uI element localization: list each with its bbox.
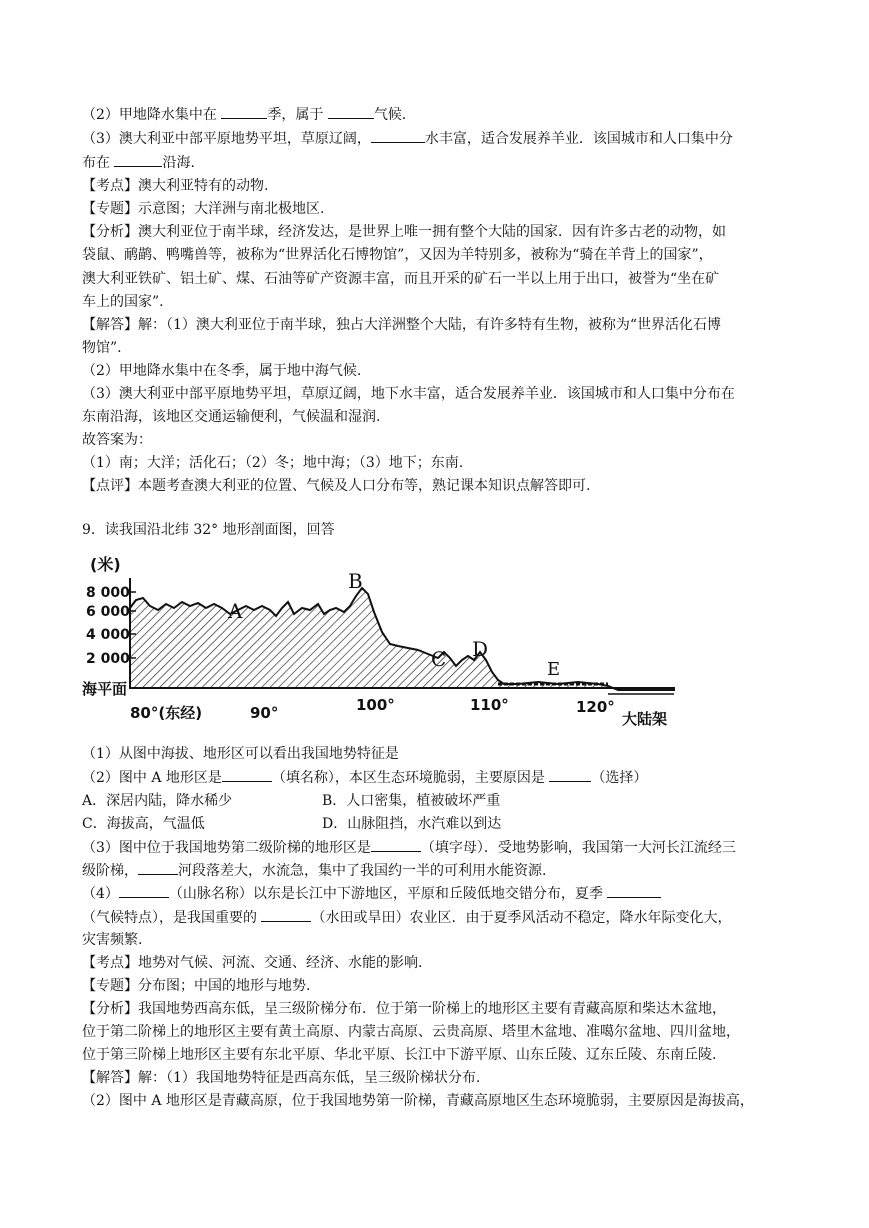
answer-blank — [607, 883, 661, 898]
text: 级阶梯， — [82, 863, 138, 879]
dianping-line: 【点评】本题考查澳大利亚的位置、气候及人口分布等，熟记课本知识点解答即可. — [82, 478, 591, 494]
sea-level-label: 海平面 — [82, 680, 128, 698]
question-line — [82, 128, 802, 149]
shelf-label: 大陆架 — [622, 710, 668, 728]
jieda-line: 物馆”. — [82, 340, 122, 356]
jieda-line: （2）图中 A 地形区是青藏高原，位于我国地势第一阶梯，青藏高原地区生态环境脆弱，主要原因是海拔高， — [82, 1093, 754, 1109]
y-tick-label: 6 000 — [86, 604, 130, 620]
text: （3）图中位于我国地势第二级阶梯的地形区是 — [82, 840, 371, 856]
answer-blank — [549, 767, 591, 782]
y-tick-label: 2 000 — [86, 651, 130, 667]
fenxi-line: 【分析】我国地势西高东低，呈三级阶梯分布．位于第一阶梯上的地形区主要有青藏高原和柴达木盆地， — [82, 1001, 726, 1017]
x-tick-label: 80°(东经) — [130, 704, 203, 722]
kaodian-line: 【考点】澳大利亚特有的动物. — [82, 178, 269, 194]
option-b: B．人口密集，植被破坏严重 — [322, 793, 501, 809]
question-line — [82, 767, 802, 788]
zhuanti-line: 【专题】示意图；大洋洲与南北极地区. — [82, 201, 325, 217]
y-tick-label: 8 000 — [86, 585, 130, 601]
question-line — [82, 152, 802, 173]
jieda-line: （2）甲地降水集中在冬季，属于地中海气候. — [82, 363, 362, 379]
answer-intro: 故答案为： — [82, 432, 152, 448]
region-label-a: A — [228, 599, 243, 623]
x-tick-label: 100° — [356, 696, 395, 714]
question-line — [82, 860, 802, 881]
answer-blank — [221, 104, 267, 119]
option-d: D．山脉阻挡，水汽难以到达 — [322, 816, 502, 832]
answer-blank — [371, 128, 425, 143]
text: 河段落差大，水流急，集中了我国约一半的可利用水能资源. — [178, 863, 547, 879]
question-line — [82, 883, 802, 904]
answer-blank — [371, 837, 421, 852]
question-line: （1）从图中海拔、地形区可以看出我国地势特征是 — [82, 746, 399, 762]
jieda-line: 【解答】解：（1）我国地势特征是西高东低，呈三级阶梯状分布. — [82, 1070, 481, 1086]
kaodian-line: 【考点】地势对气候、河流、交通、经济、水能的影响. — [82, 955, 423, 971]
x-tick-label: 110° — [470, 696, 509, 714]
text: （选择） — [591, 770, 648, 786]
fenxi-line: 澳大利亚铁矿、铝土矿、煤、石油等矿产资源丰富，而且开采的矿石一半以上用于出口，被誉为“坐在矿 — [82, 271, 720, 287]
text: 布在 — [82, 155, 115, 171]
text: 沿海. — [162, 155, 195, 171]
answer-blank — [328, 104, 374, 119]
x-tick-label: 120° — [576, 698, 615, 716]
option-a: A．深居内陆，降水稀少 — [82, 793, 233, 809]
text: 水丰富，适合发展养羊业．该国城市和人口集中分 — [424, 131, 733, 147]
answer-blank — [114, 152, 162, 167]
jieda-line: 【解答】解：（1）澳大利亚位于南半球，独占大洋洲整个大陆，有许多特有生物，被称为“世界活化石博 — [82, 317, 722, 333]
text: （2）甲地降水集中在 — [82, 107, 222, 123]
text: （气候特点），是我国重要的 — [82, 910, 262, 926]
answer-blank — [119, 883, 169, 898]
text: （2）图中 A 地形区是 — [82, 770, 222, 786]
terrain-profile-figure — [78, 548, 678, 736]
question-line — [82, 104, 802, 125]
fenxi-line: 车上的国家”. — [82, 294, 164, 310]
question-title: 9．读我国沿北纬 32° 地形剖面图，回答 — [82, 522, 335, 538]
text: （填字母）．受地势影响，我国第一大河长江流经三 — [420, 840, 736, 856]
question-line — [82, 837, 802, 858]
fenxi-line: 【分析】澳大利亚位于南半球，经济发达，是世界上唯一拥有整个大陆的国家．因有许多古老的动物，如 — [82, 224, 726, 240]
jieda-line: （3）澳大利亚中部平原地势平坦，草原辽阔，地下水丰富，适合发展养羊业．该国城市和人口集中分布在 — [82, 386, 735, 402]
region-label-e: E — [547, 659, 561, 680]
answer-blank — [261, 907, 311, 922]
text: （3）澳大利亚中部平原地势平坦，草原辽阔， — [82, 131, 371, 147]
fenxi-line: 位于第三阶梯上地形区主要有东北平原、华北平原、长江中下游平原、山东丘陵、辽东丘陵、东南丘陵. — [82, 1047, 717, 1063]
region-label-b: B — [348, 569, 363, 593]
jieda-line: 东南沿海，该地区交通运输便利，气候温和湿润. — [82, 409, 381, 425]
region-label-d: D — [472, 637, 489, 661]
answer-line: （1）南；大洋；活化石；（2）冬；地中海；（3）地下；东南. — [82, 455, 464, 471]
answer-blank — [138, 860, 178, 875]
fenxi-line: 位于第二阶梯上的地形区主要有黄土高原、内蒙古高原、云贵高原、塔里木盆地、准噶尔盆地、四川盆地， — [82, 1024, 740, 1040]
answer-blank — [222, 767, 272, 782]
text: 季，属于 — [267, 107, 328, 123]
y-unit-label: (米) — [90, 555, 121, 574]
text: 气候. — [373, 107, 407, 123]
zhuanti-line: 【专题】分布图；中国的地形与地势. — [82, 978, 311, 994]
text: （4） — [82, 886, 119, 902]
y-tick-label: 4 000 — [86, 627, 130, 643]
question-line — [82, 907, 802, 928]
text: （填名称），本区生态环境脆弱，主要原因是 — [271, 770, 550, 786]
question-line: 灾害频繁. — [82, 932, 143, 948]
text: （山脉名称）以东是长江中下游地区，平原和丘陵低地交错分布，夏季 — [168, 886, 608, 902]
fenxi-line: 袋鼠、鸸鹋、鸭嘴兽等，被称为“世界活化石博物馆”，又因为羊特别多，被称为“骑在羊背上的国家”， — [82, 247, 713, 263]
terrain-profile — [130, 588, 674, 690]
text: （水田或旱田）农业区．由于夏季风活动不稳定，降水年际变化大， — [311, 910, 732, 926]
region-label-c: C — [431, 647, 447, 671]
option-c: C．海拔高，气温低 — [82, 816, 205, 832]
x-tick-label: 90° — [250, 704, 279, 722]
